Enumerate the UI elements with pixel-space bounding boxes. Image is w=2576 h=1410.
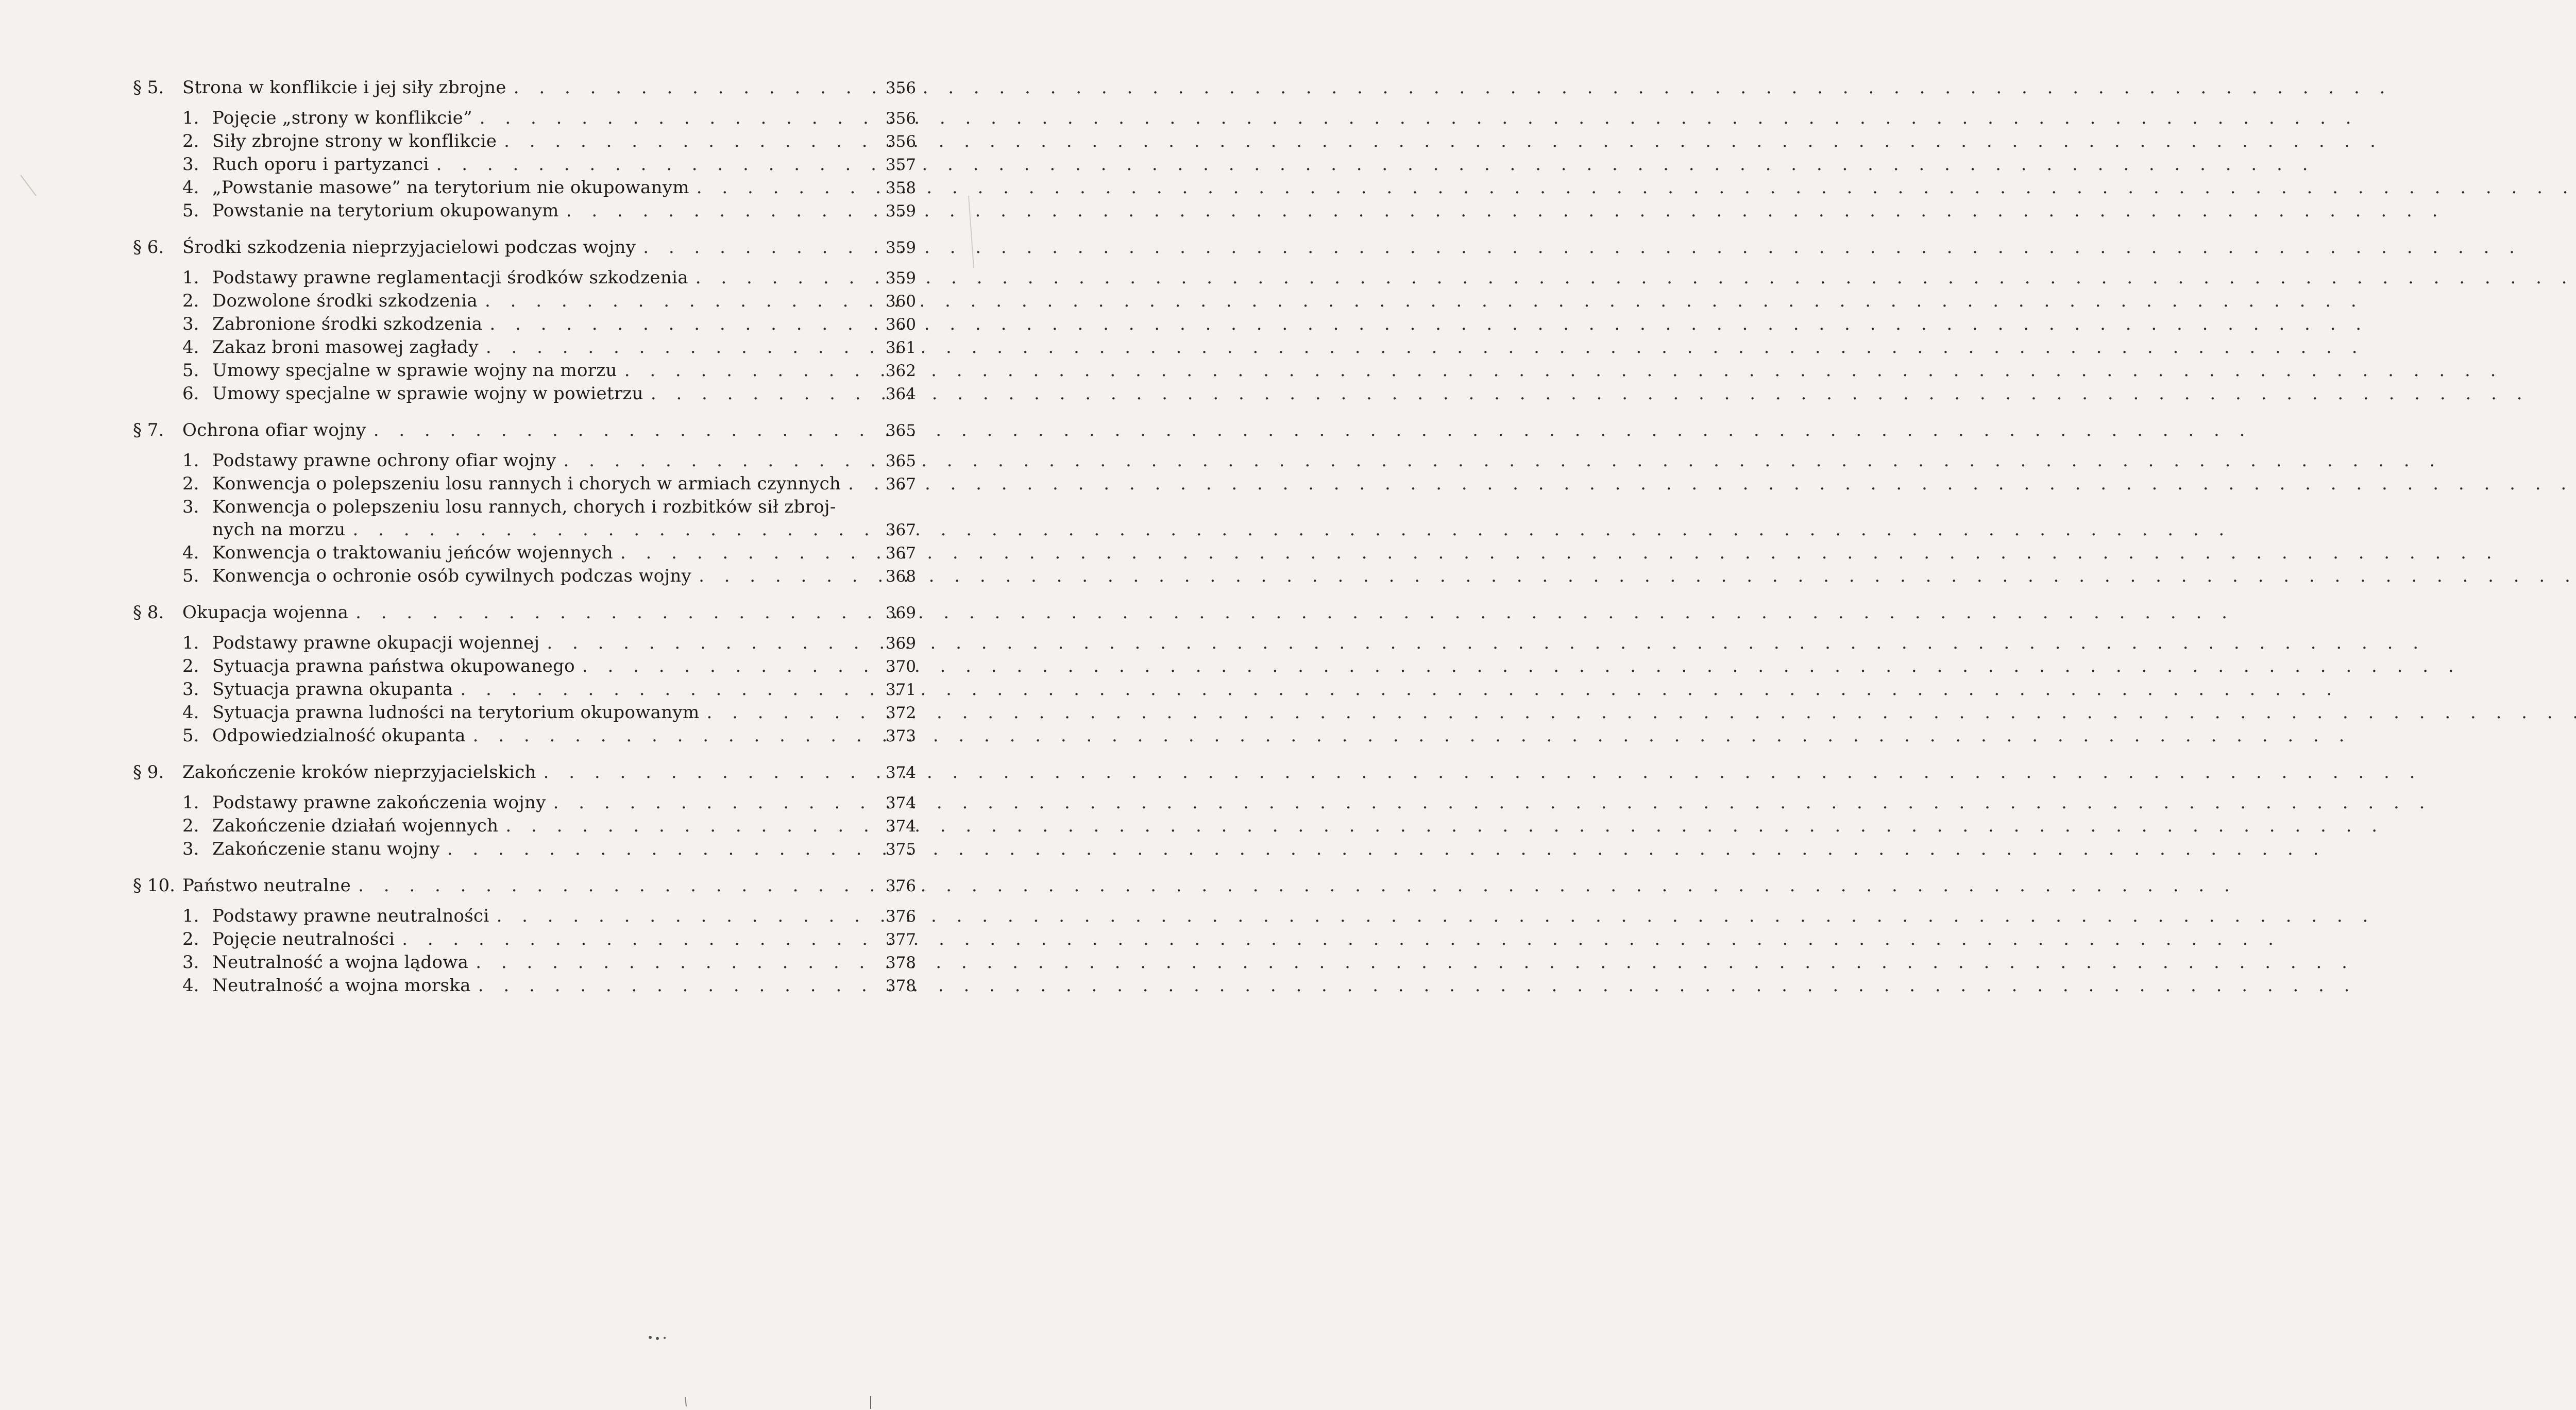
page-number: 361 bbox=[885, 338, 916, 357]
page-number: 367 bbox=[885, 475, 916, 494]
toc-item-row bbox=[133, 951, 916, 974]
item-number: 3. bbox=[182, 154, 199, 175]
item-number: 3. bbox=[182, 314, 199, 334]
item-title: Sytuacja prawna państwa okupowanego bbox=[212, 656, 575, 676]
dot-leader bbox=[651, 382, 875, 405]
dot-leader bbox=[643, 236, 875, 259]
item-title: Podstawy prawne reglamentacji środków szkodzenia bbox=[212, 267, 688, 288]
page-number: 370 bbox=[885, 657, 916, 676]
dot-leader bbox=[553, 791, 875, 814]
page-number: 356 bbox=[885, 79, 916, 97]
item-title: Dozwolone środki szkodzenia bbox=[212, 291, 478, 311]
toc-item-row bbox=[133, 199, 916, 223]
toc-item-row bbox=[133, 632, 916, 655]
page-number: 359 bbox=[885, 202, 916, 220]
toc-item-row bbox=[133, 313, 916, 336]
dot-leader bbox=[489, 313, 875, 335]
section-heading-row bbox=[133, 761, 916, 784]
toc-section bbox=[133, 419, 916, 588]
item-title: Powstanie na terytorium okupowanym bbox=[212, 200, 559, 221]
page-number: 374 bbox=[885, 817, 916, 836]
item-number: 1. bbox=[182, 450, 199, 471]
section-heading-row bbox=[133, 601, 916, 624]
dot-leader bbox=[620, 541, 875, 564]
section-title: Państwo neutralne bbox=[182, 875, 351, 896]
dot-leader bbox=[505, 814, 875, 837]
toc-item-row bbox=[133, 724, 916, 748]
item-title: Umowy specjalne w sprawie wojny w powietrzu bbox=[212, 383, 643, 404]
item-title: Konwencja o traktowaniu jeńców wojennych bbox=[212, 542, 613, 563]
section-title: Okupacja wojenna bbox=[182, 602, 349, 623]
dot-leader bbox=[514, 76, 875, 99]
page-number: 375 bbox=[885, 840, 916, 859]
toc-item-row bbox=[133, 107, 916, 130]
page-number: 356 bbox=[885, 109, 916, 128]
item-title: Sytuacja prawna okupanta bbox=[212, 679, 453, 700]
dot-leader bbox=[355, 601, 875, 624]
section-heading-row bbox=[133, 236, 916, 259]
item-title: Ruch oporu i partyzanci bbox=[212, 154, 429, 175]
dot-leader bbox=[402, 928, 875, 950]
item-title: Zakaz broni masowej zagłady bbox=[212, 337, 479, 358]
toc-item-continuation-row bbox=[133, 518, 916, 541]
section-number: § 6. bbox=[133, 237, 164, 258]
item-number: 2. bbox=[182, 656, 199, 676]
item-title: Pojęcie „strony w konflikcie” bbox=[212, 108, 472, 128]
section-heading-row bbox=[133, 419, 916, 442]
item-title: Neutralność a wojna morska bbox=[212, 975, 471, 996]
item-number: 2. bbox=[182, 929, 199, 949]
toc-item-row bbox=[133, 541, 916, 565]
page-number: 365 bbox=[885, 452, 916, 470]
dot-leader bbox=[486, 336, 875, 359]
item-number: 2. bbox=[182, 291, 199, 311]
item-title: Konwencja o polepszeniu losu rannych i chorych w armiach czynnych bbox=[212, 473, 841, 494]
page-number: 365 bbox=[885, 421, 916, 440]
toc-item-row bbox=[133, 153, 916, 176]
page-number: 374 bbox=[885, 794, 916, 812]
page-number: 367 bbox=[885, 521, 916, 539]
page-number: 372 bbox=[885, 704, 916, 722]
toc-item-row bbox=[133, 472, 916, 496]
page-number: 368 bbox=[885, 567, 916, 586]
item-title: Konwencja o polepszeniu losu rannych, chorych i rozbitków sił zbroj- bbox=[212, 497, 836, 517]
dot-leader bbox=[697, 176, 875, 199]
item-number: 5. bbox=[182, 725, 199, 746]
dot-leader bbox=[699, 565, 875, 587]
section-title: Ochrona ofiar wojny bbox=[182, 420, 366, 440]
item-number: 1. bbox=[182, 267, 199, 288]
item-title: Podstawy prawne zakończenia wojny bbox=[212, 792, 546, 813]
item-number: 5. bbox=[182, 566, 199, 586]
toc-item-row bbox=[133, 565, 916, 588]
dot-leader bbox=[485, 290, 875, 312]
toc-item-row bbox=[133, 928, 916, 951]
item-title: „Powstanie masowe” na terytorium nie okupowanym bbox=[212, 177, 689, 198]
item-title: Siły zbrojne strony w konflikcie bbox=[212, 131, 497, 151]
table-of-contents bbox=[133, 76, 916, 997]
page-number: 376 bbox=[885, 907, 916, 926]
toc-item-row bbox=[133, 838, 916, 861]
item-number: 6. bbox=[182, 383, 199, 404]
toc-item-row bbox=[133, 701, 916, 724]
dot-leader bbox=[624, 359, 875, 382]
page-number: 369 bbox=[885, 634, 916, 653]
page-number: 373 bbox=[885, 727, 916, 745]
dot-leader bbox=[497, 905, 875, 927]
dot-leader bbox=[476, 951, 875, 974]
section-number: § 7. bbox=[133, 420, 164, 440]
page-number: 364 bbox=[885, 385, 916, 403]
item-title: Zakończenie stanu wojny bbox=[212, 839, 440, 859]
item-title: Zabronione środki szkodzenia bbox=[212, 314, 483, 334]
item-title: Pojęcie neutralności bbox=[212, 929, 395, 949]
dot-leader bbox=[447, 838, 875, 860]
toc-item-row bbox=[133, 496, 916, 518]
item-number: 3. bbox=[182, 679, 199, 700]
page-number: 356 bbox=[885, 132, 916, 151]
section-number: § 8. bbox=[133, 602, 164, 623]
item-title: Podstawy prawne neutralności bbox=[212, 906, 489, 926]
toc-item-row bbox=[133, 678, 916, 701]
toc-item-row bbox=[133, 974, 916, 997]
page-number: 378 bbox=[885, 977, 916, 995]
toc-section bbox=[133, 761, 916, 861]
item-title: Odpowiedzialność okupanta bbox=[212, 725, 466, 746]
page-number: 367 bbox=[885, 544, 916, 563]
toc-section bbox=[133, 874, 916, 997]
section-heading-row bbox=[133, 874, 916, 897]
toc-item-row bbox=[133, 382, 916, 405]
toc-item-row bbox=[133, 905, 916, 928]
item-number: 4. bbox=[182, 542, 199, 563]
page-number: 378 bbox=[885, 954, 916, 972]
item-number: 1. bbox=[182, 906, 199, 926]
item-number: 3. bbox=[182, 952, 199, 973]
toc-item-row bbox=[133, 130, 916, 153]
dot-leader bbox=[473, 724, 875, 747]
item-number: 3. bbox=[182, 839, 199, 859]
item-number: 2. bbox=[182, 473, 199, 494]
item-number: 2. bbox=[182, 131, 199, 151]
page-number: 362 bbox=[885, 362, 916, 380]
item-title: Sytuacja prawna ludności na terytorium okupowanym bbox=[212, 702, 700, 723]
dot-leader bbox=[582, 655, 875, 677]
item-number: 1. bbox=[182, 792, 199, 813]
item-number: 1. bbox=[182, 108, 199, 128]
toc-section bbox=[133, 601, 916, 748]
toc-section bbox=[133, 236, 916, 405]
toc-item-row bbox=[133, 814, 916, 838]
dot-leader bbox=[374, 419, 875, 441]
dot-leader bbox=[706, 701, 875, 724]
page-number: 376 bbox=[885, 877, 916, 895]
toc-section bbox=[133, 76, 916, 223]
page-number: 377 bbox=[885, 930, 916, 949]
item-number: 5. bbox=[182, 360, 199, 381]
section-title: Strona w konflikcie i jej siły zbrojne bbox=[182, 77, 506, 98]
item-number: 4. bbox=[182, 702, 199, 723]
item-number: 4. bbox=[182, 337, 199, 358]
page-number: 360 bbox=[885, 292, 916, 311]
page-number: 358 bbox=[885, 179, 916, 197]
dot-leader bbox=[547, 632, 875, 654]
dot-leader bbox=[696, 266, 875, 289]
page-number: 359 bbox=[885, 239, 916, 257]
dot-leader bbox=[436, 153, 875, 176]
section-number: § 5. bbox=[133, 77, 164, 98]
item-number: 5. bbox=[182, 200, 199, 221]
item-title: Podstawy prawne okupacji wojennej bbox=[212, 633, 540, 653]
dot-leader bbox=[353, 518, 875, 541]
dot-leader bbox=[480, 107, 875, 129]
toc-item-row bbox=[133, 336, 916, 359]
section-heading-row bbox=[133, 76, 916, 99]
section-title: Środki szkodzenia nieprzyjacielowi podczas wojny bbox=[182, 237, 636, 258]
dot-leader bbox=[544, 761, 875, 784]
toc-item-row bbox=[133, 290, 916, 313]
item-title: Zakończenie działań wojennych bbox=[212, 816, 499, 836]
section-number: § 10. bbox=[133, 875, 175, 896]
item-number: 4. bbox=[182, 975, 199, 996]
page-number: 369 bbox=[885, 604, 916, 622]
page-number: 371 bbox=[885, 681, 916, 699]
item-title: Podstawy prawne ochrony ofiar wojny bbox=[212, 450, 556, 471]
toc-item-row bbox=[133, 176, 916, 199]
toc-item-row bbox=[133, 791, 916, 814]
item-number: 1. bbox=[182, 633, 199, 653]
item-number: 4. bbox=[182, 177, 199, 198]
section-title: Zakończenie kroków nieprzyjacielskich bbox=[182, 762, 536, 783]
item-number: 3. bbox=[182, 497, 199, 517]
section-number: § 9. bbox=[133, 762, 164, 783]
toc-item-row bbox=[133, 266, 916, 290]
dot-leader bbox=[358, 874, 875, 897]
item-title-continuation: nych na morzu bbox=[212, 519, 346, 540]
page-number: 360 bbox=[885, 315, 916, 334]
page-number: 374 bbox=[885, 763, 916, 782]
toc-item-row bbox=[133, 655, 916, 678]
dot-leader bbox=[566, 199, 875, 222]
scanned-page bbox=[0, 0, 985, 1410]
item-number: 2. bbox=[182, 816, 199, 836]
toc-item-row bbox=[133, 449, 916, 472]
page-number: 357 bbox=[885, 156, 916, 174]
toc-item-row bbox=[133, 359, 916, 382]
dot-leader bbox=[504, 130, 875, 152]
item-title: Umowy specjalne w sprawie wojny na morzu bbox=[212, 360, 617, 381]
page-number: 359 bbox=[885, 269, 916, 287]
dot-leader bbox=[460, 678, 875, 701]
dot-leader bbox=[563, 449, 875, 472]
item-title: Konwencja o ochronie osób cywilnych podczas wojny bbox=[212, 566, 692, 586]
dot-leader bbox=[478, 974, 875, 997]
dot-leader bbox=[848, 472, 875, 495]
item-title: Neutralność a wojna lądowa bbox=[212, 952, 469, 973]
